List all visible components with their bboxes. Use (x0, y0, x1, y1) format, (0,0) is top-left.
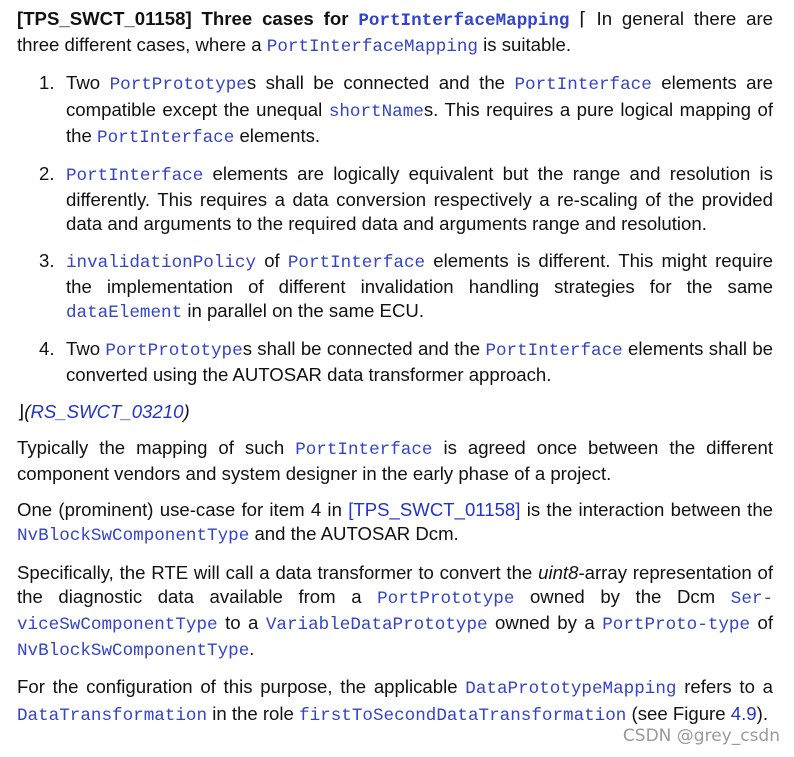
trace-paren: ) (183, 400, 190, 422)
close-bracket: ⌋ (17, 400, 25, 422)
list-item (17, 337, 773, 387)
code-service-swc-type: Ser- (730, 588, 773, 609)
code-port-interface: PortInterface (97, 127, 235, 148)
requirement-title-code: PortInterfaceMapping (358, 11, 570, 31)
para-text: Typically the mapping of such (17, 436, 285, 458)
requirement-header (17, 7, 773, 59)
item-text: Two (66, 72, 101, 94)
requirement-id: [TPS_SWCT_01158] (17, 8, 192, 29)
paragraph-use-case (17, 498, 773, 548)
item-text: elements are logically equivalent but the range and resolution is differently. This requires a data conversion respectively a re-scaling of the provided data and arguments to the required data and arguments range and resolution. (66, 163, 773, 235)
intro-text: In general there are three different cases, where a (17, 8, 773, 56)
list-number: 4. (39, 338, 55, 360)
emphasis-uint8: uint8 (538, 561, 579, 583)
item-text: elements shall be converted using the AUTOSAR data transformer approach. (66, 338, 773, 386)
item-text: elements is different. This might require the implementation of different invalidation handling strategies for the same (66, 249, 773, 297)
list-item (17, 249, 773, 326)
code-port-interface: PortInterface (66, 166, 204, 187)
para-text: owned by a (495, 612, 595, 634)
code-data-element: dataElement (66, 303, 183, 324)
code-data-transformation: DataTransformation (17, 705, 208, 726)
para-text: (see Figure (631, 702, 726, 724)
open-bracket: ⌈ (579, 8, 587, 29)
para-text: and the AUTOSAR Dcm. (254, 523, 459, 545)
requirement-trace (17, 400, 773, 424)
code-data-prototype-mapping: DataPrototypeMapping (465, 679, 677, 700)
para-text: to a (225, 612, 259, 634)
para-text: . (249, 638, 255, 660)
item-text: elements. (239, 124, 321, 146)
list-number: 3. (39, 249, 55, 271)
item-text: s. This requires a pure logical mapping of the (66, 98, 773, 146)
code-service-swc-type-cont: viceSwComponentType (17, 615, 218, 636)
code-port-prototype: PortProto- (602, 615, 708, 636)
intro-text-end: is suitable. (483, 34, 571, 56)
list-number: 1. (39, 72, 55, 94)
para-text: owned by the Dcm (529, 585, 716, 607)
code-variable-data-prototype: VariableDataPrototype (265, 615, 488, 636)
code-port-interface: PortInterface (295, 439, 433, 460)
figure-link[interactable]: 4.9 (730, 702, 757, 724)
item-text: of (264, 249, 280, 271)
code-port-prototype: PortPrototype (109, 75, 247, 96)
item-text: s shall be connected and the (242, 338, 481, 360)
cases-list (17, 71, 773, 387)
item-text: s shall be connected and the (246, 72, 506, 94)
code-nvblock-swc-type: NvBlockSwComponentType (17, 526, 250, 547)
para-text: is agreed once between the different component vendors and system designer in the early phase of a project. (17, 436, 773, 485)
paragraph-specifically (17, 561, 773, 664)
paragraph-typical-mapping (17, 436, 773, 486)
item-text: Two (66, 338, 101, 360)
paragraph-configuration (17, 675, 773, 727)
para-text: ). (756, 702, 768, 724)
list-item (17, 71, 773, 150)
para-text: is the interaction between the (526, 499, 774, 521)
list-item (17, 162, 773, 237)
code-first-to-second-transformation: firstToSecondDataTransformation (299, 705, 627, 726)
para-text: One (prominent) use-case for item 4 in (17, 499, 342, 521)
code-port-interface: PortInterface (485, 341, 623, 362)
para-text: of (757, 612, 774, 634)
para-text: refers to a (684, 676, 773, 698)
requirement-title: Three cases for (201, 8, 349, 29)
item-text: in parallel on the same ECU. (187, 300, 424, 322)
code-port-interface-mapping: PortInterfaceMapping (266, 37, 478, 58)
code-invalidation-policy: invalidationPolicy (66, 252, 257, 273)
code-short-name: shortName (328, 101, 424, 122)
code-port-prototype: PortPrototype (105, 341, 243, 362)
code-nvblock-swc-type: NvBlockSwComponentType (17, 641, 250, 662)
watermark: CSDN @grey_csdn (622, 726, 780, 746)
trace-paren: ( (24, 400, 31, 422)
para-text: -array representation of the diagnostic data available from a (17, 561, 773, 607)
trace-link[interactable]: RS_SWCT_03210 (30, 400, 184, 422)
item-text: elements are compatible except the unequal (66, 72, 774, 120)
code-port-interface: PortInterface (287, 252, 426, 273)
code-port-prototype: PortPrototype (377, 588, 515, 609)
code-port-prototype-cont: type (707, 615, 751, 636)
para-text: For the configuration of this purpose, the applicable (17, 676, 458, 698)
document-body (17, 7, 773, 728)
para-text: in the role (212, 702, 294, 724)
list-number: 2. (39, 163, 55, 185)
requirement-link[interactable]: [TPS_SWCT_01158] (348, 499, 521, 521)
code-port-interface: PortInterface (514, 75, 652, 96)
para-text: Specifically, the RTE will call a data transformer to convert the (17, 561, 533, 583)
